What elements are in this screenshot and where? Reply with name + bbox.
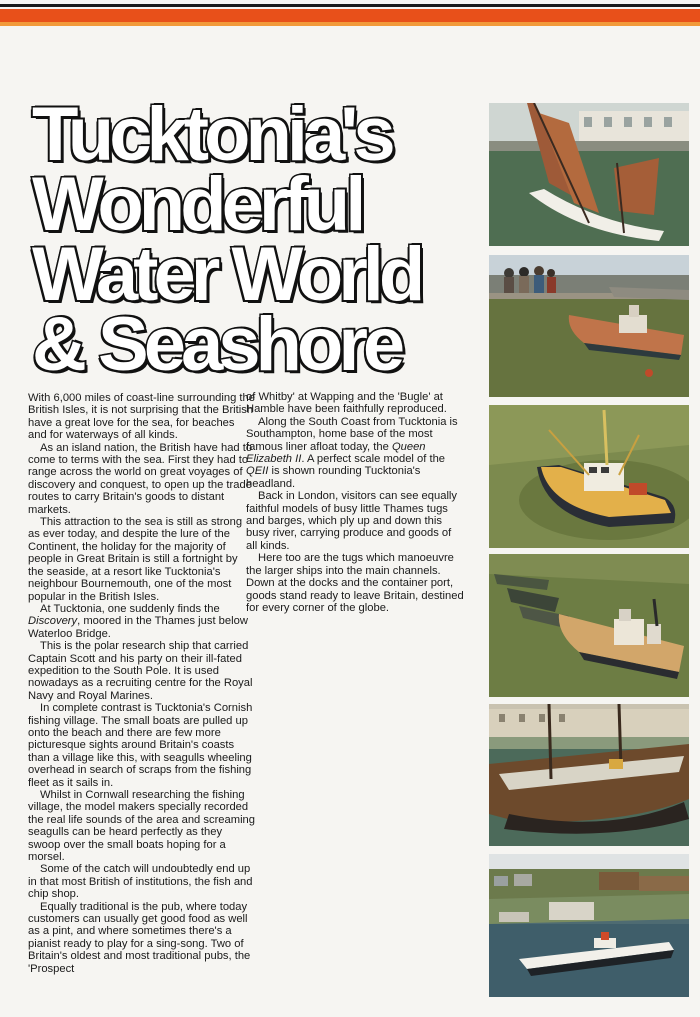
photo-fishing-boat	[489, 405, 689, 548]
article-column-left	[28, 392, 256, 975]
text-run: . A perfect scale model of the	[301, 453, 446, 466]
photo-harbour-boat	[489, 255, 689, 397]
title-line-1: Tucktonia's	[32, 92, 391, 177]
text-run: At Tucktonia, one suddenly finds the	[40, 602, 220, 615]
title-line-3: Water World	[32, 232, 421, 317]
header-stripe-orange	[0, 9, 700, 22]
photo-sailing-barge	[489, 103, 689, 246]
photo-qe2-liner	[489, 854, 689, 997]
photo-discovery-ship	[489, 704, 689, 846]
paragraph: Here too are the tugs which manoeuvre the larger ships into the main channels. Down at the docks and the container port, goods stand ready to leave Britain, destined for every corner of the globe.	[246, 552, 464, 614]
title-line-4: & Seashore	[32, 302, 401, 387]
paragraph: In complete contrast is Tucktonia's Cornish fishing village. The small boats are pulled up onto the beach and there are few more picturesque sights around Britain's coasts than a village like this, with seagulls wheeling overhead in search of scraps from the fishing fleet as it sails in.	[28, 702, 253, 789]
paragraph: This attraction to the sea is still as strong as ever today, and despite the lure of the Continent, the holiday for the majority of people in Great Britain is still a fortnight by the seaside, at a resort like Tucktonia's neighbour Bournemouth, one of the most popular in the British Isles.	[28, 516, 243, 603]
header-stripe-light	[0, 22, 700, 26]
paragraph: of Whitby' at Wapping and the 'Bugle' at Hamble have been faithfully reproduced.	[246, 391, 447, 416]
paragraph: Back in London, visitors can see equally faithful models of busy little Thames tugs and barges, which ply up and down this busy river, carrying produce and goods of all kinds.	[246, 490, 458, 552]
paragraph	[28, 603, 256, 640]
ship-name: Queen Elizabeth II	[246, 440, 426, 466]
ship-name: Discovery	[28, 615, 78, 628]
text-run: , moored in the Thames just below Waterloo Bridge.	[28, 615, 248, 640]
article-column-right	[246, 391, 464, 614]
paragraph: As an island nation, the British have had to come to terms with the sea. First they had to range across the world on great voyages of discovery and conquest, to open up the trade routes to carry Britain's goods to distant markets.	[28, 441, 253, 516]
page-title	[32, 92, 462, 387]
title-line-2: Wonderful	[32, 162, 362, 247]
paragraph: Some of the catch will undoubtedly end up in that most British of institutions, the fish and chip shop.	[28, 863, 253, 901]
paragraph: This is the polar research ship that carried Captain Scott and his party on their ill-fated expedition to the South Pole. It is used nowadays as a recruiting centre for the Royal Navy and Royal Marines.	[28, 640, 253, 702]
paragraph: With 6,000 miles of coast-line surrounding the British Isles, it is not surprising that the British have a great love for the sea, for beaches and for waterways of all kinds.	[28, 392, 255, 442]
paragraph: Whilst in Cornwall researching the fishing village, the model makers specially recorded the real life sounds of the area and screaming seagulls can be heard perfectly as they swoop over the small boats hoping for a morsel.	[28, 789, 255, 864]
header-stripe-dark	[0, 4, 700, 7]
text-run: Along the South Coast from Tucktonia is Southampton, home base of the most famous liner afloat today, the	[246, 415, 458, 453]
photo-tug-and-barges	[489, 554, 689, 697]
paragraph: Equally traditional is the pub, where today customers can usually get good food as well as a pint, and where sometimes there's a pianist ready to play for a sing-song. Two of Britain's oldest and most traditional pubs, the 'Prospect	[28, 900, 251, 975]
text-run: is shown rounding Tucktonia's headland.	[246, 465, 421, 490]
paragraph	[246, 416, 464, 490]
ship-name: QEII	[246, 465, 269, 478]
